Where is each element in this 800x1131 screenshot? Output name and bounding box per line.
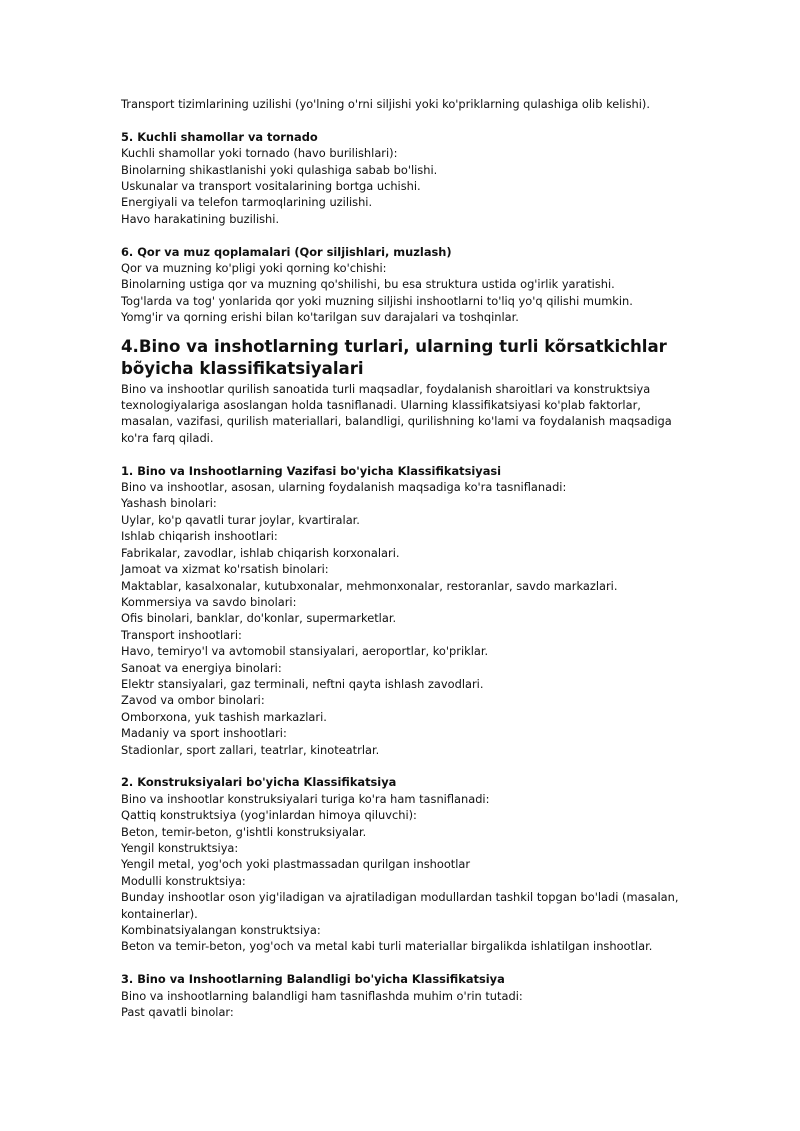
classification-1 <box>121 463 681 758</box>
classification-2-line: Yengil metal, yog'och yoki plastmassadan qurilgan inshootlar <box>121 857 471 872</box>
classification-1-line: Elektr stansiyalari, gaz terminali, neftni qayta ishlash zavodlari. <box>121 676 484 691</box>
section-5-line: Uskunalar va transport vositalarining bortga uchishi. <box>121 179 421 194</box>
classification-2-line: Qattiq konstruktsiya (yog'inlardan himoya qiluvchi): <box>121 808 417 823</box>
section-6-line: Yomg'ir va qorning erishi bilan ko'tarilgan suv darajalari va toshqinlar. <box>121 310 519 325</box>
document-page <box>121 96 681 1020</box>
classification-1-line: Transport inshootlari: <box>121 627 242 642</box>
classification-1-line: Ofis binolari, banklar, do'konlar, supermarketlar. <box>121 611 397 626</box>
classification-1-line: Stadionlar, sport zallari, teatrlar, kinoteatrlar. <box>121 742 380 757</box>
section-6 <box>121 244 681 326</box>
classification-3-line: Past qavatli binolar: <box>121 1005 234 1020</box>
section-6-line: Qor va muzning ko'pligi yoki qorning ko'chishi: <box>121 261 387 276</box>
classification-3 <box>121 971 681 1020</box>
section-5-line: Binolarning shikastlanishi yoki qulashiga sabab bo'lishi. <box>121 162 438 177</box>
classification-3-line: Bino va inshootlarning balandligi ham tasniflashda muhim o'rin tutadi: <box>121 988 523 1003</box>
spacer <box>121 446 681 462</box>
section-5-line: Havo harakatining buzilishi. <box>121 211 280 226</box>
spacer <box>121 955 681 971</box>
chapter-4-title: 4.Bino va inshotlarning turlari, ularning turli kõrsatkichlar bõyicha klassifikatsiyalari <box>121 336 667 378</box>
intro-line: Transport tizimlarining uzilishi (yo'lning o'rni siljishi yoki ko'priklarning qulashiga olib kelishi). <box>121 97 650 111</box>
spacer <box>121 758 681 774</box>
classification-1-line: Maktablar, kasalxonalar, kutubxonalar, mehmonxonalar, restoranlar, savdo markazlari. <box>121 578 618 593</box>
section-5-heading: 5. Kuchli shamollar va tornado <box>121 129 318 144</box>
classification-1-line: Bino va inshootlar, asosan, ularning foydalanish maqsadiga ko'ra tasniflanadi: <box>121 480 567 495</box>
section-5-line: Kuchli shamollar yoki tornado (havo burilishlari): <box>121 146 398 161</box>
classification-1-line: Yashash binolari: <box>121 496 217 511</box>
classification-1-line: Kommersiya va savdo binolari: <box>121 594 297 609</box>
classification-1-line: Fabrikalar, zavodlar, ishlab chiqarish korxonalari. <box>121 545 400 560</box>
section-5-line: Energiyali va telefon tarmoqlarining uzilishi. <box>121 195 373 210</box>
classification-2-line: Beton va temir-beton, yog'och va metal kabi turli materiallar birgalikda ishlatilgan inshootlar. <box>121 939 653 954</box>
spacer <box>121 112 681 128</box>
spacer <box>121 227 681 243</box>
classification-2-line: Yengil konstruktsiya: <box>121 841 239 855</box>
classification-2-line: Beton, temir-beton, g'ishtli konstruksiyalar. <box>121 824 367 839</box>
chapter-4-intro: Bino va inshootlar qurilish sanoatida turli maqsadlar, foydalanish sharoitlari va konstruktsiya texnologiyalariga asoslangan holda tasniflanadi. Ularning klassifikatsiyasi ko'plab faktorlar, masalan, vazifasi, qurilish materiallari, balandligi, qurilishning ko'lami va foydalanish maqsadiga ko'ra farq qiladi. <box>121 381 672 445</box>
classification-1-line: Omborxona, yuk tashish markazlari. <box>121 709 327 724</box>
section-6-line: Tog'larda va tog' yonlarida qor yoki muzning siljishi inshootlarni to'liq yo'q qilishi mumkin. <box>121 293 633 308</box>
classification-2-line: Modulli konstruktsiya: <box>121 873 246 888</box>
classification-3-heading: 3. Bino va Inshootlarning Balandligi bo'yicha Klassifikatsiya <box>121 972 505 987</box>
classification-1-line: Uylar, ko'p qavatli turar joylar, kvartiralar. <box>121 512 360 527</box>
classification-2-heading: 2. Konstruksiyalari bo'yicha Klassifikatsiya <box>121 775 397 790</box>
classification-1-line: Madaniy va sport inshootlari: <box>121 726 287 741</box>
classification-2-line: Kombinatsiyalangan konstruktsiya: <box>121 923 321 938</box>
classification-1-line: Ishlab chiqarish inshootlari: <box>121 529 278 544</box>
classification-1-heading: 1. Bino va Inshootlarning Vazifasi bo'yicha Klassifikatsiyasi <box>121 463 502 478</box>
section-5 <box>121 129 681 227</box>
classification-1-line: Havo, temiryo'l va avtomobil stansiyalari, aeroportlar, ko'priklar. <box>121 644 489 659</box>
classification-2 <box>121 774 681 954</box>
classification-1-line: Sanoat va energiya binolari: <box>121 660 282 675</box>
classification-1-line: Zavod va ombor binolari: <box>121 693 265 708</box>
section-6-heading: 6. Qor va muz qoplamalari (Qor siljishlari, muzlash) <box>121 244 452 259</box>
classification-1-line: Jamoat va xizmat ko'rsatish binolari: <box>121 562 329 577</box>
classification-2-wrapped-line: Bunday inshootlar oson yig'iladigan va ajratiladigan modullardan tashkil topgan bo'ladi (masalan, kontainerlar). <box>121 890 679 921</box>
classification-2-line: Bino va inshootlar konstruksiyalari turiga ko'ra ham tasniflanadi: <box>121 791 490 806</box>
section-6-line: Binolarning ustiga qor va muzning qo'shilishi, bu esa struktura ustida og'irlik yaratishi. <box>121 277 615 292</box>
chapter-4 <box>121 336 681 447</box>
